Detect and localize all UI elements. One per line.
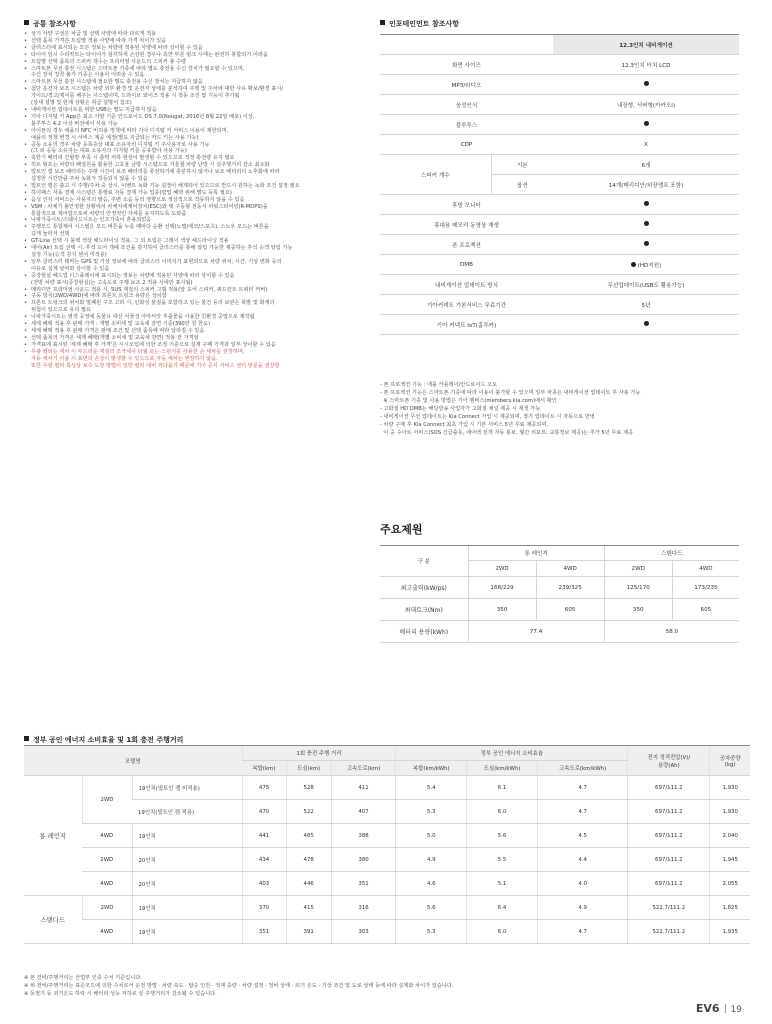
note-text: 음성 인식 서비스는 사용자의 발음, 주변 소음 등의 영향으로 정상적으로 작동하지 않을 수 있음 bbox=[31, 196, 245, 203]
info-row bbox=[380, 195, 739, 215]
eff-row bbox=[24, 872, 750, 896]
bullet-icon: • bbox=[24, 238, 28, 245]
eff-value: 5.0 bbox=[396, 824, 467, 848]
note-item bbox=[24, 321, 369, 328]
bullet-icon: • bbox=[24, 127, 28, 134]
bullet-icon: • bbox=[24, 272, 28, 279]
info-row bbox=[380, 135, 739, 155]
bullet-icon: • bbox=[24, 245, 28, 252]
note-item bbox=[24, 342, 369, 349]
spec-value: 58.0 bbox=[604, 621, 739, 643]
note-item bbox=[24, 107, 369, 114]
info-row-label: DMB bbox=[380, 255, 553, 275]
bullet-icon: • bbox=[24, 321, 28, 328]
note-item bbox=[24, 86, 369, 107]
efficiency-note: ※ 위 전비/주행거리는 표준모드에 의한 수치로서 운전 방법 · 차량 속도 · 탑승 인원 · 적재 중량 · 차량 설정 · 정비 상태 · 외기 온도 · 기상 조건 및 도로 상태 등에 따라 실제와 차이가 있습니다. bbox=[24, 983, 454, 989]
bullet-icon: • bbox=[24, 162, 28, 169]
note-item bbox=[24, 114, 369, 128]
note-item bbox=[24, 197, 369, 204]
eff-value: 4.0 bbox=[537, 872, 627, 896]
note-item bbox=[24, 38, 369, 45]
eff-value: 697/111.2 bbox=[628, 824, 710, 848]
info-row bbox=[380, 275, 739, 295]
eff-header-voltage: 전지 정격전압(V)/ 용량(Ah) bbox=[628, 746, 710, 776]
note-text: 가격표에 표시된 '세제 혜택 후 가격'은 시시오입에 의한 조정 기준으로 실제 구매 가격과 일부 상이할 수 있음 bbox=[31, 341, 276, 348]
note-text: 내비게이션 업데이트를 위한 USB는 별도 지급하지 않음 bbox=[31, 106, 157, 113]
note-item bbox=[24, 224, 369, 238]
eff-value: 522.7/111.2 bbox=[628, 896, 710, 920]
eff-value: 441 bbox=[242, 824, 286, 848]
spec-drive-header: 4WD bbox=[672, 561, 739, 577]
infotainment-note: 이 중 수아트 서비스(SOS 긴급출동, 에어백 전개 자동 통보, 월간 리포트, 교통정보 제공)는 추가 5년 무료 제공 bbox=[380, 430, 634, 436]
note-text: 타이어 임시 수리킷트는 타이어가 심각하게 손상된 경우나 측면 부분 펑크 시에는 완전히 봉합되기 어려움 bbox=[31, 51, 268, 58]
info-row-value bbox=[553, 215, 739, 235]
eff-subheader: 복합(km/kWh) bbox=[396, 761, 467, 776]
spec-row bbox=[380, 621, 739, 643]
eff-value: 5.6 bbox=[467, 824, 538, 848]
eff-value: 316 bbox=[331, 896, 396, 920]
info-row-label: 블루투스 bbox=[380, 115, 553, 135]
specs-table bbox=[380, 545, 739, 643]
note-text: 프론트 트렁크의 위치와 밀폐된 구조 고려 시, 인화성 물질을 포함하고 있는 물건 등의 보관은 폭발 및 화재의 위험이 있으므로 유의 필요 bbox=[31, 300, 275, 314]
spec-header-label: 구 분 bbox=[380, 546, 468, 577]
eff-drive: 2WD bbox=[82, 896, 132, 920]
eff-header-row bbox=[24, 746, 750, 761]
eff-value: 303 bbox=[331, 920, 396, 944]
eff-header-range: 1회 충전 주행 거리 bbox=[242, 746, 396, 761]
eff-value: 522 bbox=[286, 800, 331, 824]
info-header-row bbox=[380, 35, 739, 55]
eff-value: 6.0 bbox=[467, 800, 538, 824]
eff-value: 4.4 bbox=[537, 848, 627, 872]
note-text: 세제 혜택 적용 후 판매 가격 : 개별 소비세 및 교육세 감면 기준(390만 원 한도) bbox=[31, 321, 211, 328]
eff-wheel: 19인치 bbox=[132, 920, 242, 944]
note-text: 나파가죽시트/스웨이드시트는 인조가죽이 혼용되었음 bbox=[31, 217, 152, 224]
info-row bbox=[380, 55, 739, 75]
efficiency-note: ※ 동절기 등 외기온도 하락 시 배터리 성능 저하로 실 주행거리가 감소될 수 있습니다. bbox=[24, 991, 217, 997]
eff-value: 4.9 bbox=[537, 896, 627, 920]
info-speaker-label: 스피커 개수 bbox=[380, 155, 491, 195]
spec-row-label: 최고출력(kW/ps) bbox=[380, 577, 468, 599]
spec-group-header: 롱 레인지 bbox=[468, 546, 604, 561]
spec-row bbox=[380, 577, 739, 599]
eff-value: 1,945 bbox=[710, 848, 750, 872]
note-text: 하이패스 자동 결제 시스템은 통행료 자동 결제 가능 업종(팝업 혜택 위해 별도 등록 필요) bbox=[31, 189, 232, 196]
efficiency-table bbox=[24, 745, 750, 944]
eff-value: 5.5 bbox=[467, 848, 538, 872]
bullet-icon: • bbox=[24, 334, 28, 341]
spec-value: 239/325 bbox=[536, 577, 604, 599]
eff-value: 380 bbox=[331, 848, 396, 872]
eff-wheel: 19인치(빌트인 캠 미적용) bbox=[132, 776, 242, 800]
eff-value: 475 bbox=[242, 776, 286, 800]
eff-value: 522.7/111.2 bbox=[628, 920, 710, 944]
eff-value: 5.1 bbox=[467, 872, 538, 896]
eff-value: 697/111.2 bbox=[628, 872, 710, 896]
info-row-value: 5년 bbox=[553, 295, 739, 315]
eff-value: 5.3 bbox=[396, 800, 467, 824]
note-text: 스마트폰 무선 충전 시스템에 필요한 별도 충전용 수신 장치는 지급하지 않음 bbox=[31, 79, 203, 86]
note-text: 구동 방식(2WD/4WD)에 따라 프론트 트렁크 용량은 상이함 bbox=[31, 293, 167, 300]
eff-drive: 4WD bbox=[82, 872, 132, 896]
note-text: 선택 품목 가격은 트림별 적용 사양에 따라 가격 차이가 있음 bbox=[31, 37, 167, 44]
note-text: 상기 사양 구성은 차급 및 선택 사양에 따라 다르게 적용 bbox=[31, 31, 157, 37]
info-row bbox=[380, 315, 739, 335]
eff-row bbox=[24, 776, 750, 800]
bullet-icon: • bbox=[24, 258, 28, 265]
eff-value: 2,040 bbox=[710, 824, 750, 848]
filled-dot-icon bbox=[644, 221, 649, 226]
note-text: 선택 품목의 가격은 세제 혜택(개별 소비세 및 교육세 감면) 적용 전 가격임 bbox=[31, 334, 199, 341]
eff-row bbox=[24, 848, 750, 872]
note-item bbox=[24, 245, 369, 259]
note-text: 스마트폰 무선 충전 시스템은 스마트폰 기종에 따라 별도 충전용 수신 장치가 필요할 수 있으며, 수신 장치 장착 불가 기종은 이용이 어려울 수 있음 bbox=[31, 65, 245, 79]
note-text: 무광 컬러는 세차 시 부드러운 재질의 조극세사 타월 또는 스펀지를 사용한 손 세차를 권장하며, 자동 세차기 이용 시 표면의 손상이 발생할 수 있으므로 자동 세차는 권장하지 않음. 또한 무광 컬러 특성상 보수 도장 방법이 일반 컬러 대비 까다롭기 때문에 기아 공식 서비스 센터 방문을 권장함 bbox=[31, 348, 280, 369]
bullet-icon: • bbox=[24, 189, 28, 196]
eff-value: 403 bbox=[242, 872, 286, 896]
info-speaker-sub-value: 14개(메리디안/외장앰프 포함) bbox=[553, 175, 739, 195]
eff-value: 1,935 bbox=[710, 920, 750, 944]
note-text: 공동 소유의 경우 차량 등록증상 대표 소유자의 디지털 키 주사용자로 사용 가능 (그 외 공동 소유자는 대표 소유자의 디지털 키를 공유받아 사용 가능) bbox=[31, 141, 210, 155]
dot-value-suffix: (HD지원) bbox=[637, 262, 662, 269]
filled-dot-icon bbox=[644, 201, 649, 206]
info-row-label: 화면 사이즈 bbox=[380, 55, 553, 75]
spec-value: 350 bbox=[604, 599, 672, 621]
eff-subheader: 고속도로(km) bbox=[331, 761, 396, 776]
eff-value: 1,930 bbox=[710, 800, 750, 824]
eff-value: 485 bbox=[286, 824, 331, 848]
eff-row bbox=[24, 824, 750, 848]
note-text: 아이폰의 경우 애플의 NFC 비허용 정책에 따라 기아 디지털 키 서비스 이용이 제한되며, 애플의 정책 변경 시 서비스 제공 예정(별도 지급되는 카드 키는 사용 가능) bbox=[31, 127, 229, 141]
bullet-icon: • bbox=[24, 286, 28, 293]
infotainment-title: 인포테인먼트 참조사항 bbox=[380, 19, 459, 29]
eff-drive: 2WD bbox=[82, 776, 132, 824]
eff-value: 6.4 bbox=[467, 896, 538, 920]
spec-row-label: 배터리 용량(kWh) bbox=[380, 621, 468, 643]
spec-header-row bbox=[380, 546, 739, 561]
info-speaker-sub-label: 기본 bbox=[491, 155, 553, 175]
bullet-icon: • bbox=[24, 217, 28, 224]
eff-value: 4.7 bbox=[537, 800, 627, 824]
note-text: 기아 디지털 키 App은 최소 사양 기준 안드로이드 OS 7.0(Nougat, 2016년 8월 22일 배포) 이상, 블루투스 4.2 이상 버전에서 사용 가능 bbox=[31, 113, 255, 127]
infotainment-table bbox=[380, 34, 739, 335]
info-row-label: 내비게이션 업데이트 방식 bbox=[380, 275, 553, 295]
bullet-icon: • bbox=[24, 155, 28, 162]
filled-dot-icon bbox=[644, 321, 649, 326]
spec-drive-header: 4WD bbox=[536, 561, 604, 577]
eff-value: 697/111.2 bbox=[628, 848, 710, 872]
bullet-icon: • bbox=[24, 327, 28, 334]
eff-row bbox=[24, 896, 750, 920]
info-row-label: 음성인식 bbox=[380, 95, 553, 115]
section-square-icon bbox=[24, 20, 29, 25]
info-row-value: 12.3인치 터치 LCD bbox=[553, 55, 739, 75]
infotainment-note: ※ 스마트폰 기종 및 사용 방법은 기아 멤버스(members.kia.com)에서 확인 bbox=[380, 398, 557, 404]
eff-subheader: 복합(km) bbox=[242, 761, 286, 776]
info-row-value bbox=[553, 235, 739, 255]
note-item bbox=[24, 59, 369, 66]
info-row-label: 휴대용 메모리 동영상 재생 bbox=[380, 215, 553, 235]
note-item bbox=[24, 190, 369, 197]
eff-value: 478 bbox=[286, 848, 331, 872]
info-row-value bbox=[553, 255, 739, 275]
eff-value: 1,825 bbox=[710, 896, 750, 920]
eff-drive: 4WD bbox=[82, 920, 132, 944]
eff-value: 370 bbox=[242, 896, 286, 920]
bullet-icon: • bbox=[24, 51, 28, 58]
note-item bbox=[24, 52, 369, 59]
bullet-icon: • bbox=[24, 293, 28, 300]
info-speaker-sub-label: 옵션 bbox=[491, 175, 553, 195]
bullet-icon: • bbox=[24, 182, 28, 189]
eff-model-name: 스탠다드 bbox=[24, 896, 82, 944]
spec-drive-header: 2WD bbox=[604, 561, 672, 577]
bullet-icon: • bbox=[24, 141, 28, 148]
info-row bbox=[380, 295, 739, 315]
section-square-icon bbox=[380, 20, 385, 25]
eff-value: 2,055 bbox=[710, 872, 750, 896]
info-row-value bbox=[553, 75, 739, 95]
bullet-icon: • bbox=[24, 224, 28, 231]
eff-header-weight: 공차중량 (kg) bbox=[710, 746, 750, 776]
info-row bbox=[380, 115, 739, 135]
eff-value: 528 bbox=[286, 776, 331, 800]
note-item bbox=[24, 31, 369, 38]
note-item bbox=[24, 128, 369, 142]
info-row-label: 폰 프로젝션 bbox=[380, 235, 553, 255]
infotainment-note: - 폰 프로젝션 기능은 스마트폰 기종에 따라 이용이 불가할 수 있으며 일부 차종은 내비게이션 업데이트 후 사용 가능 bbox=[380, 390, 641, 396]
eff-drive: 2WD bbox=[82, 848, 132, 872]
eff-drive: 4WD bbox=[82, 824, 132, 848]
eff-value: 6.1 bbox=[467, 776, 538, 800]
eff-wheel: 19인치(빌트인 캠 적용) bbox=[132, 800, 242, 824]
eff-value: 5.3 bbox=[396, 920, 467, 944]
spec-value: 125/170 bbox=[604, 577, 672, 599]
bullet-icon: • bbox=[24, 348, 28, 355]
eff-value: 4.7 bbox=[537, 920, 627, 944]
common-notes-title: 공통 참조사항 bbox=[24, 19, 76, 29]
info-row-value bbox=[553, 195, 739, 215]
eff-row bbox=[24, 800, 750, 824]
note-text: 혹한기 배터리 간헐방 부족 시 출력 저하 현상이 발생할 수 있으므로 적정 충전량 유지 필요 bbox=[31, 155, 235, 162]
note-text: GT-Line 선택 시 블랙 색상 헤드라이닝 적용, 그 외 트림은 그레이 색상 헤드라이닝 적용 bbox=[31, 238, 229, 245]
eff-value: 391 bbox=[286, 920, 331, 944]
eff-value: 388 bbox=[331, 824, 396, 848]
info-row-label: CDP bbox=[380, 135, 553, 155]
note-text: VSM : 차체가 불안정한 상황에서 차체자세제어장치(ESC)와 랙 구동형 전동식 파워스티어링(R-MDPS)을 통합적으로 제어함으로써 차량의 안정적인 자세를 유지하도록 도와줌 bbox=[31, 203, 268, 217]
bullet-icon: • bbox=[24, 106, 28, 113]
eff-value: 1,930 bbox=[710, 776, 750, 800]
eff-model-name: 롱 레인지 bbox=[24, 776, 82, 896]
eff-header-model: 모델명 bbox=[24, 746, 242, 776]
eff-wheel: 19인치 bbox=[132, 824, 242, 848]
specs-title: 주요제원 bbox=[380, 523, 423, 536]
note-text: 세제 혜택 적용 후 판매 가격은 판매 조건 및 선택 품목에 따라 달라질 수 있음 bbox=[31, 327, 205, 334]
bullet-icon: • bbox=[24, 79, 28, 86]
note-item bbox=[24, 349, 369, 370]
info-row-label: 기아 커넥트 IoT(홈투카) bbox=[380, 315, 553, 335]
eff-value: 6.0 bbox=[467, 920, 538, 944]
bullet-icon: • bbox=[24, 169, 28, 176]
infotainment-note: - 폰 프로젝션 기능 : 애플 카플레이/안드로이드 오토 bbox=[380, 382, 498, 388]
note-text: 클러스터에 표시되는 모든 정보는 차량에 적용된 사양에 따라 상이할 수 있음 bbox=[31, 44, 203, 51]
bullet-icon: • bbox=[24, 58, 28, 65]
note-text: 히트 펌프는 차량의 폐열원을 활용한 고효율 난방 시스템으로 겨울철 차량 난방 시 실주행거리 감소 최소화 bbox=[31, 162, 270, 169]
eff-value: 470 bbox=[242, 800, 286, 824]
spec-group-header: 스탠다드 bbox=[604, 546, 739, 561]
eff-value: 697/111.2 bbox=[628, 776, 710, 800]
info-row bbox=[380, 255, 739, 275]
efficiency-title: 정부 공인 에너지 소비효율 및 1회 충전 주행거리 bbox=[24, 735, 183, 745]
info-row-value bbox=[553, 315, 739, 335]
bullet-icon: • bbox=[24, 44, 28, 51]
info-row bbox=[380, 235, 739, 255]
bullet-icon: • bbox=[24, 196, 28, 203]
eff-subheader: 고속도로(km/kWh) bbox=[537, 761, 627, 776]
note-text: 메리디안 프리미엄 사운드 적용 시, SUS 재질의 스피커 그릴 적용(앞 도어 스피커, 쿼드런트 트위터 커버) bbox=[31, 286, 268, 293]
note-item bbox=[24, 273, 369, 287]
note-text: 빌트인 캠은 출고 시 주행/주차 중 상시, 이벤트 녹화 기능 설정이 해제되어 있으므로 반드시 원하는 녹화 조건 설정 필요 bbox=[31, 182, 300, 189]
note-item bbox=[24, 45, 369, 52]
eff-wheel: 19인치 bbox=[132, 896, 242, 920]
page-footer bbox=[696, 1002, 742, 1015]
eff-header-efficiency: 정부 공인 에너지 소비효율 bbox=[396, 746, 628, 761]
info-row-value: 무선업데이트(USB도 활용가능) bbox=[553, 275, 739, 295]
info-speaker-sub-value: 6개 bbox=[553, 155, 739, 175]
note-item bbox=[24, 259, 369, 273]
info-row-value: 내장형, 서버형(카카오i) bbox=[553, 95, 739, 115]
note-text: 일부 클러스터 테마는 GPS 및 기상 정보에 따라 클러스터 이미지가 표현되므로 차량 위치, 시간, 기상 변화 등의 이유로 실제 날씨와 상이할 수 있음 bbox=[31, 258, 282, 272]
eff-value: 415 bbox=[286, 896, 331, 920]
info-header-blank bbox=[380, 35, 553, 55]
eff-subheader: 도심(km) bbox=[286, 761, 331, 776]
eff-value: 411 bbox=[331, 776, 396, 800]
note-text: 첨단 운전자 보조 시스템은 차량 외부 환경 및 운전자 상태를 분석하여 주행 및 주차에 대한 사유 확보/환경 표시/ 가이드/경고/제어를 해주는 시스템이며, 드라이브 와이즈 적용 시 작동 조건 및 기능이 추가됨 (상세 설명 및 한계 상황은 취급 설명서 참조) bbox=[31, 86, 284, 107]
section-square-icon bbox=[24, 736, 29, 741]
spec-value: 350 bbox=[468, 599, 536, 621]
note-item bbox=[24, 142, 369, 156]
eff-value: 351 bbox=[242, 920, 286, 944]
eff-wheel: 20인치 bbox=[132, 848, 242, 872]
bullet-icon: • bbox=[24, 203, 28, 210]
eff-value: 407 bbox=[331, 800, 396, 824]
eff-value: 446 bbox=[286, 872, 331, 896]
note-text: 빌트인 캠 보조 배터리는 주행 시간이 보조 배터리를 충전하기에 충분하지 않거나 보조 배터리의 노후화에 따라 설정한 시간만큼 주차 녹화가 작동되지 않을 수 있음 bbox=[31, 169, 280, 183]
eff-wheel: 20인치 bbox=[132, 872, 242, 896]
note-text: 에어(Air) 트림 선택 시, 후석 도어 개폐 조건을 감지하여 클러스터를 통해 알림 가능한 제공하는 후석 승객 알림 기능 설정 기능(승객 감지 센서 미적용) bbox=[31, 245, 293, 258]
note-text: 주행모드 통합제어 시스템은 모드 버튼을 누를 때마다 순환 선택(노멀/에코/스포츠), 스노우 모드는 버튼을 길게 눌러서 선택 bbox=[31, 224, 269, 238]
eff-value: 4.9 bbox=[396, 848, 467, 872]
spec-value: 77.4 bbox=[468, 621, 604, 643]
infotainment-notes bbox=[380, 381, 752, 437]
bullet-icon: • bbox=[24, 86, 28, 93]
eff-subheader: 도심(km/kWh) bbox=[467, 761, 538, 776]
efficiency-notes bbox=[24, 974, 764, 998]
info-row bbox=[380, 95, 739, 115]
note-item bbox=[24, 66, 369, 80]
bullet-icon: • bbox=[24, 65, 28, 72]
note-text: 증강현실 헤드업 디스플레이에 표시되는 정보는 차량에 적용된 사양에 따라 상이할 수 있음 (전방 차량 표시(증강현실)는 고속도로 주행 보조 2 적용 시에만 표시됨) bbox=[31, 272, 235, 286]
eff-value: 4.5 bbox=[537, 824, 627, 848]
footer-separator bbox=[725, 1004, 726, 1013]
spec-value: 605 bbox=[672, 599, 739, 621]
common-notes-list bbox=[24, 31, 369, 369]
eff-value: 434 bbox=[242, 848, 286, 872]
spec-row-label: 최대토크(Nm) bbox=[380, 599, 468, 621]
infotainment-note: - 차량 구매 후 Kia Connect 최초 가입 시 기본 서비스 5년 무료 제공되며, bbox=[380, 422, 548, 428]
bullet-icon: • bbox=[24, 314, 28, 321]
infotainment-note: - 고화질 HD DMB는 해당방송 사업자가 고화질 채널 제공 시 재생 가능 bbox=[380, 406, 541, 412]
note-item bbox=[24, 169, 369, 183]
eff-value: 4.7 bbox=[537, 776, 627, 800]
filled-dot-icon bbox=[644, 121, 649, 126]
spec-value: 168/229 bbox=[468, 577, 536, 599]
eff-value: 5.4 bbox=[396, 776, 467, 800]
eff-value: 5.6 bbox=[396, 896, 467, 920]
spec-drive-header: 2WD bbox=[468, 561, 536, 577]
filled-dot-icon bbox=[644, 81, 649, 86]
efficiency-note: ※ 본 전비/주행거리는 산업부 인증 수치 기준입니다. bbox=[24, 975, 142, 981]
info-row bbox=[380, 75, 739, 95]
filled-dot-icon bbox=[631, 262, 636, 267]
note-text: 나파가죽시트는 염색 공정에 동물유 대신 식물성 아마씨앗 추출물을 사용한 친환경 공법으로 제작됨 bbox=[31, 314, 255, 321]
info-row-label: 후방 모니터 bbox=[380, 195, 553, 215]
bullet-icon: • bbox=[24, 31, 28, 37]
note-item bbox=[24, 328, 369, 335]
info-header-value: 12.3인치 내비게이션 bbox=[553, 35, 739, 55]
note-item bbox=[24, 204, 369, 218]
eff-value: 697/111.2 bbox=[628, 800, 710, 824]
info-row-value bbox=[553, 115, 739, 135]
spec-value: 605 bbox=[536, 599, 604, 621]
bullet-icon: • bbox=[24, 300, 28, 307]
note-item bbox=[24, 300, 369, 314]
page-number: 19 bbox=[730, 1005, 742, 1015]
bullet-icon: • bbox=[24, 113, 28, 120]
eff-value: 4.6 bbox=[396, 872, 467, 896]
eff-value: 351 bbox=[331, 872, 396, 896]
info-row bbox=[380, 215, 739, 235]
bullet-icon: • bbox=[24, 37, 28, 44]
infotainment-note: - 내비게이션 무선 업데이트는 Kia Connect 가입 시 제공되며, 정기 업데이트 시 자동으로 반영 bbox=[380, 414, 595, 420]
note-text: 트림별 선택 품목의 스피커 개수는 프리미엄 사운드의 스피커 총 수량 bbox=[31, 58, 187, 65]
info-speaker-row bbox=[380, 155, 739, 175]
note-item bbox=[24, 335, 369, 342]
filled-dot-icon bbox=[644, 241, 649, 246]
eff-row bbox=[24, 920, 750, 944]
info-row-label: MP3/라디오 bbox=[380, 75, 553, 95]
footer-brand: EV6 bbox=[695, 1002, 720, 1015]
note-item bbox=[24, 183, 369, 190]
spec-row bbox=[380, 599, 739, 621]
info-row-label: 기아커넥트 기본서비스 무료기간 bbox=[380, 295, 553, 315]
info-row-value: X bbox=[553, 135, 739, 155]
bullet-icon: • bbox=[24, 341, 28, 348]
spec-value: 173/235 bbox=[672, 577, 739, 599]
